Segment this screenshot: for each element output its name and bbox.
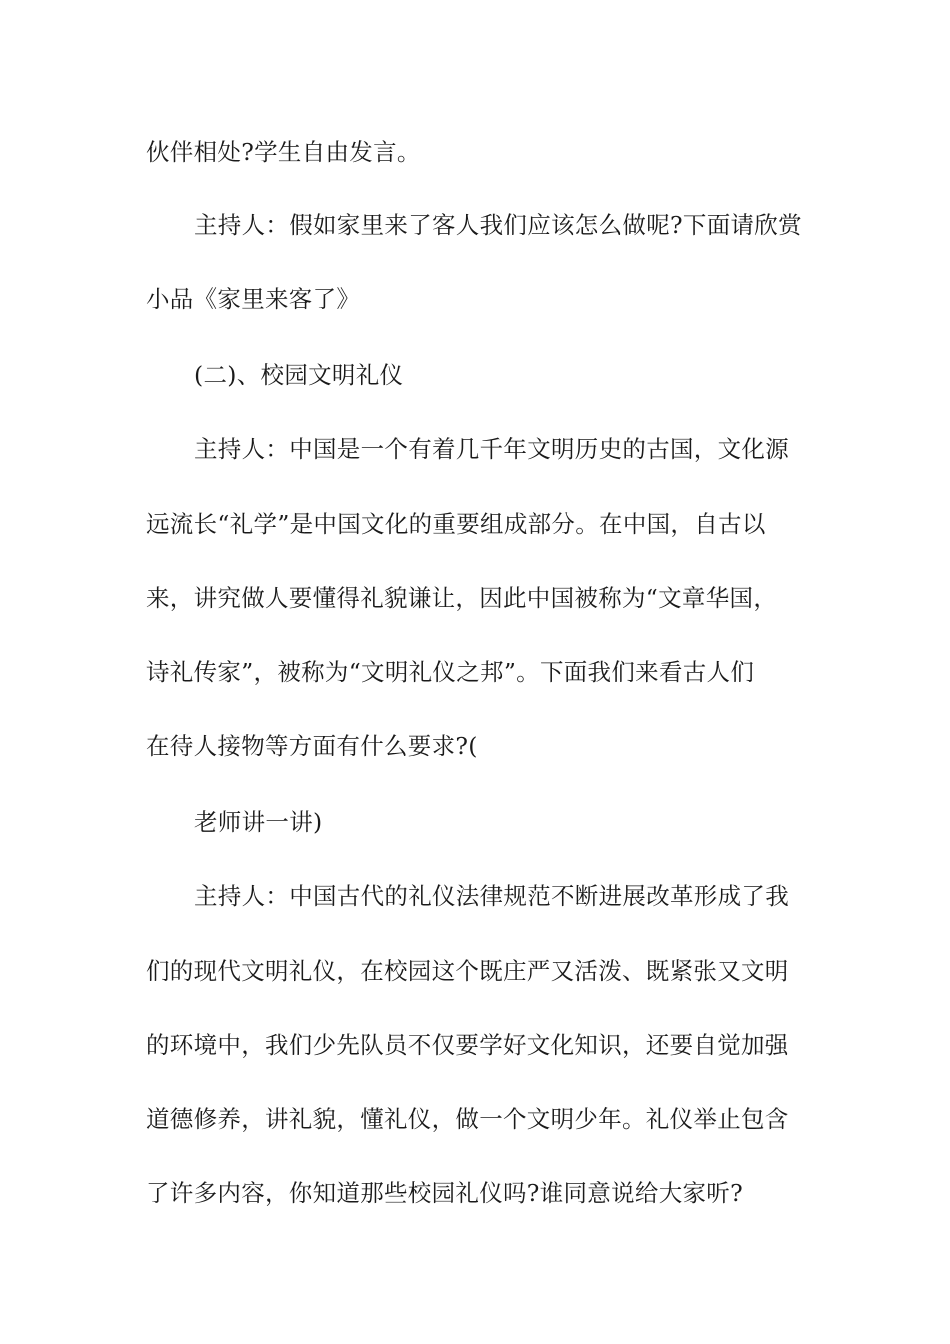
- text-line: 在待人接物等方面有什么要求?(: [146, 732, 478, 760]
- text-line: 们的现代文明礼仪，在校园这个既庄严又活泼、既紧张又文明: [146, 957, 789, 985]
- paragraph-start-line: 主持人：假如家里来了客人我们应该怎么做呢?下面请欣赏: [194, 211, 802, 239]
- text-line: 诗礼传家”，被称为“文明礼仪之邦”。下面我们来看古人们: [146, 658, 755, 686]
- paragraph-start-line: 主持人：中国古代的礼仪法律规范不断进展改革形成了我: [194, 882, 789, 910]
- paragraph-start-line: 主持人：中国是一个有着几千年文明历史的古国，文化源: [194, 435, 789, 463]
- section-heading: (二)、校园文明礼仪: [194, 361, 404, 389]
- text-line: 的环境中，我们少先队员不仅要学好文化知识，还要自觉加强: [146, 1031, 789, 1059]
- text-line: 远流长“礼学”是中国文化的重要组成部分。在中国，自古以: [146, 510, 766, 538]
- text-line: 伙伴相处?学生自由发言。: [146, 138, 421, 166]
- text-line: 来，讲究做人要懂得礼貌谦让，因此中国被称为“文章华国，: [146, 584, 778, 612]
- text-line: 小品《家里来客了》: [146, 285, 361, 313]
- text-line: 了许多内容，你知道那些校园礼仪吗?谁同意说给大家听?: [146, 1179, 743, 1207]
- text-line: 道德修养，讲礼貌，懂礼仪，做一个文明少年。礼仪举止包含: [146, 1105, 789, 1133]
- paragraph-start-line: 老师讲一讲): [194, 808, 323, 836]
